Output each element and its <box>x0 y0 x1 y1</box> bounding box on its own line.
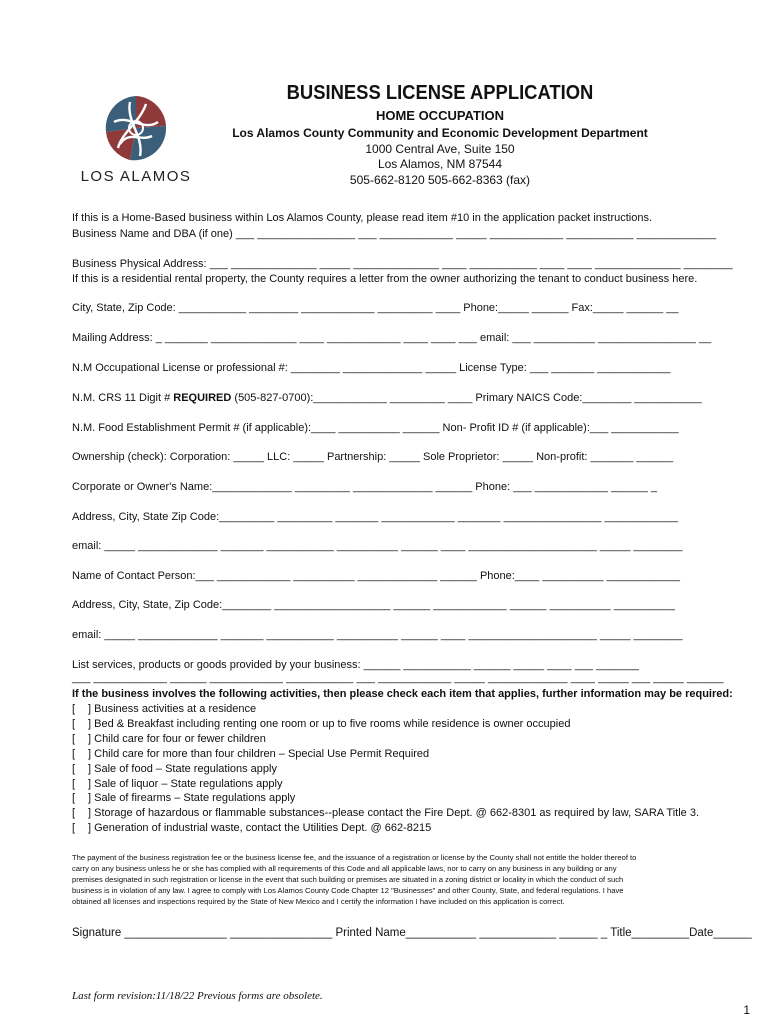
owner-address-field[interactable]: Address, City, State Zip Code:_________ _________ _______ ____________ _______ ________________ ____________ <box>72 511 678 523</box>
activity-checkbox[interactable]: [ ] Sale of firearms – State regulations apply <box>72 792 296 804</box>
department-name: Los Alamos County Community and Economic Development Department <box>232 126 648 140</box>
activity-checkbox[interactable]: [ ] Storage of hazardous or flammable substances--please contact the Fire Dept. @ 662-8301 as required by law, SARA Title 3. <box>72 807 700 819</box>
activity-checkbox[interactable]: [ ] Business activities at a residence <box>72 703 257 715</box>
city-state-zip-field[interactable]: City, State, Zip Code: ___________ ________ ____________ _________ ____ Phone:_____ ______ Fax:_____ ______ __ <box>72 302 679 314</box>
phone-fax: 505-662-8120 505-662-8363 (fax) <box>349 173 531 187</box>
services-field[interactable]: List services, products or goods provided by your business: ______ ___________ ______ _____ ____ ___ _______ <box>72 659 639 671</box>
owner-email-field[interactable]: email: _____ _____________ _______ ___________ __________ ______ ____ _____________________ _____ ________ <box>72 540 683 552</box>
form-title: BUSINESS LICENSE APPLICATION <box>286 82 594 104</box>
page-number: 1 <box>743 1003 750 1017</box>
logo-emblem-icon <box>100 92 172 164</box>
activity-checkbox[interactable]: [ ] Sale of liquor – State regulations apply <box>72 778 283 790</box>
mailing-address-field[interactable]: Mailing Address: _ _______ ______________ ____ ____________ ____ ____ ___ email: ___ __________ ________________ __ <box>72 332 712 344</box>
activity-checkbox[interactable]: [ ] Generation of industrial waste, contact the Utilities Dept. @ 662-8215 <box>72 822 432 834</box>
crs-rest: (505-827-0700):____________ _________ ____ Primary NAICS Code:________ ___________ <box>231 392 702 404</box>
form-subtitle: HOME OCCUPATION <box>375 108 505 123</box>
address-line-2: Los Alamos, NM 87544 <box>377 157 503 171</box>
activity-checkbox[interactable]: [ ] Sale of food – State regulations apply <box>72 763 277 775</box>
ownership-field[interactable]: Ownership (check): Corporation: _____ LLC: _____ Partnership: _____ Sole Proprietor: _____ Non-profit: _______ ______ <box>72 451 674 463</box>
activity-checkbox[interactable]: [ ] Bed & Breakfast including renting one room or up to five rooms while residence is owner occupied <box>72 718 571 730</box>
revision-note: Last form revision:11/18/22 Previous forms are obsolete. <box>72 990 323 1002</box>
business-name-field[interactable]: Business Name and DBA (if one) ___ ________________ ___ ____________ _____ ____________ ___________ _____________ <box>72 228 717 240</box>
los-alamos-logo <box>78 92 194 188</box>
occupational-license-field[interactable]: N.M Occupational License or professional #: ________ _____________ _____ License Type: ___ _______ ____________ <box>72 362 671 374</box>
rental-note: If this is a residential rental property, the County requires a letter from the owner authorizing the tenant to conduct business here. <box>72 273 698 285</box>
contact-name-field[interactable]: Name of Contact Person:___ ____________ __________ _____________ ______ Phone:____ __________ ____________ <box>72 570 680 582</box>
services-field-line-2[interactable]: ___ ____________ ______ ____________ ___________ ___ ____________ _____ _____________ ____ _____ ___ _____ ______ <box>72 672 724 684</box>
activity-checkbox[interactable]: [ ] Child care for more than four children – Special Use Permit Required <box>72 748 430 760</box>
activity-checkbox[interactable]: [ ] Child care for four or fewer children <box>72 733 266 745</box>
physical-address-field[interactable]: Business Physical Address: ___ ______________ _____ ______________ ____ ___________ ____ ____ ______________ ________ <box>72 258 733 270</box>
required-label: REQUIRED <box>173 392 232 404</box>
address-line-1: 1000 Central Ave, Suite 150 <box>365 142 515 156</box>
logo-wordmark: LOS ALAMOS <box>80 168 192 185</box>
contact-email-field[interactable]: email: _____ _____________ _______ ___________ __________ ______ ____ _____________________ _____ ________ <box>72 629 683 641</box>
contact-address-field[interactable]: Address, City, State, Zip Code:________ ___________________ ______ ____________ ______ __________ __________ <box>72 599 675 611</box>
disclaimer-text: The payment of the business registration fee or the business license fee, and the issuance of a registration or license by the County shall not entitle the holder thereof to carry on any business unless he or she has complied with all requirements of this Code and all applicable laws, nor to carry on any business in any building or any premises designated in such registration or license in the event that such building or premises are situated in a zoning district or locality in which the conduct of such business is in violation of any law. I agree to comply with Los Alamos County Code Chapter 12 "Businesses" and other County, State, and federal regulations. I have obtained all licenses and inspections required by the State of New Mexico and I certify the information I have included on this application is correct. <box>72 853 637 906</box>
crs-number-field[interactable] <box>72 392 702 404</box>
activities-heading: If the business involves the following activities, then please check each item that applies, further information may be required: <box>72 688 733 700</box>
intro-text: If this is a Home-Based business within Los Alamos County, please read item #10 in the application packet instructions. <box>72 212 653 224</box>
signature-line[interactable]: Signature ________________ ________________ Printed Name___________ ____________ ______ _ Title_________Date______ <box>72 927 752 939</box>
owner-name-field[interactable]: Corporate or Owner's Name:_____________ _________ _____________ ______ Phone: ___ ____________ ______ _ <box>72 481 657 493</box>
crs-label: N.M. CRS 11 Digit # <box>72 392 174 404</box>
food-permit-field[interactable]: N.M. Food Establishment Permit # (if applicable):____ __________ ______ Non- Profit ID # (if applicable):___ ___________ <box>72 422 679 434</box>
